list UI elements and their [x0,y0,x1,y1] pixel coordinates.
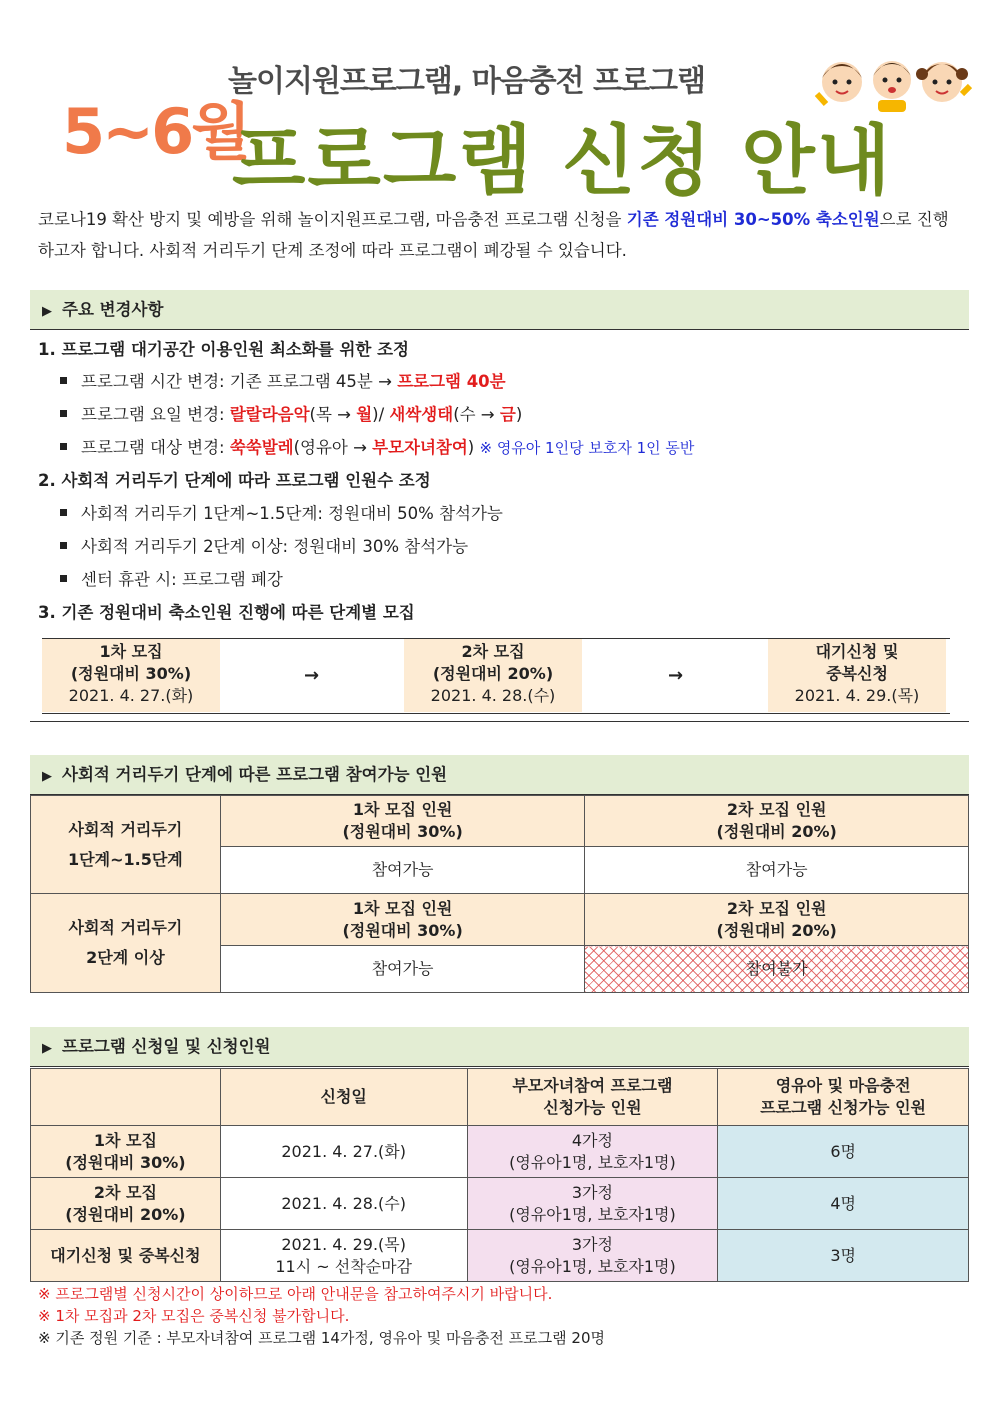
bullet-text: 센터 휴관 시: 프로그램 폐강 [81,570,283,589]
step-date: 2021. 4. 29.(목) [794,686,920,705]
cell-ok: 참여가능 [220,847,585,894]
cell-line: 3가정 [571,1182,613,1202]
heading-3: 3. 기존 정원대비 축소인원 진행에 따른 단계별 모집 [38,603,415,622]
cell-line: (영유아1명, 보호자1명) [509,1152,676,1172]
bullet-highlight: 프로그램 40분 [397,372,506,391]
bullet-day-change [60,401,522,425]
cell-ok: 참여가능 [585,847,969,894]
table-row [31,1178,969,1230]
bullet-text: 프로그램 대상 변경: [81,438,230,457]
row-label [31,1178,221,1230]
square-bullet-icon [60,377,67,384]
cell-line: 2021. 4. 29.(목) [281,1234,406,1254]
bullet-text: 사회적 거리두기 1단계~1.5단계: 정원대비 50% 참석가능 [81,504,503,523]
square-bullet-icon [60,575,67,582]
bullet-text: (목 → [309,405,357,424]
bullet-text: )/ [372,405,390,424]
triangle-right-icon: ▶ [42,304,52,319]
heading-1: 1. 프로그램 대기공간 이용인원 최소화를 위한 조정 [38,340,409,359]
table-row [31,1230,969,1282]
header-line: 부모자녀참여 프로그램 [512,1076,673,1095]
step-subtitle: 중복신청 [826,664,888,683]
month-label: 5~6월 [62,95,249,168]
cell-line: (영유아1명, 보호자1명) [509,1204,676,1224]
bullet-text: (수 → [453,405,500,424]
header-line: 1차 모집 인원 [352,898,453,918]
label-line: 1차 모집 [93,1130,157,1150]
cell-kid: 3명 [718,1230,969,1282]
col-header-second [585,796,969,847]
section-title: 프로그램 신청일 및 신청인원 [62,1037,271,1056]
header-line: 2차 모집 인원 [726,800,827,819]
cell-parent [467,1178,718,1230]
cell-line: 4가정 [571,1130,613,1150]
label-line: 2단계 이상 [86,948,165,967]
children-illustration-icon [812,44,972,114]
label-line: 2차 모집 [93,1182,157,1202]
row-label-stage-2 [31,894,221,993]
triangle-right-icon: ▶ [42,769,52,784]
header-line: 프로그램 신청가능 인원 [760,1098,926,1117]
cell-date [220,1230,467,1282]
label-line: 사회적 거리두기 [68,918,183,937]
cell-line: 3가정 [571,1234,613,1254]
divider [30,721,969,722]
step-subtitle: (정원대비 30%) [70,664,192,683]
intro-paragraph [38,204,962,266]
step-waitlist [768,639,946,712]
bullet-stage-2 [60,533,468,557]
bullet-text: 프로그램 요일 변경: [81,405,230,424]
step-title: 1차 모집 [99,642,163,661]
header-line: 1차 모집 인원 [352,800,453,819]
step-subtitle: (정원대비 20%) [432,664,554,683]
row-label: 대기신청 및 중복신청 [31,1230,221,1282]
footnote-2: ※ 1차 모집과 2차 모집은 중복신청 불가합니다. [38,1307,350,1325]
col-header-first [220,796,585,847]
intro-text-1: 코로나19 확산 방지 및 예방을 위해 놀이지원프로그램, 마음충전 프로그램 신청을 [38,210,627,229]
table-row [31,1126,969,1178]
subtitle: 놀이지원프로그램, 마음충전 프로그램 [228,64,705,99]
header-line: (정원대비 20%) [716,822,837,841]
header-line: 영유아 및 마음충전 [775,1076,911,1095]
col-header-second [585,894,969,946]
header-line: 2차 모집 인원 [726,898,827,918]
section-title: 주요 변경사항 [62,300,164,319]
footnote-1: ※ 프로그램별 신청시간이 상이하므로 아래 안내문을 참고하여주시기 바랍니다. [38,1285,553,1303]
bullet-highlight: 쑥쑥발레 [229,438,294,457]
header-line: (정원대비 30%) [342,822,463,841]
footnote-3: ※ 기존 정원 기준 : 부모자녀참여 프로그램 14가정, 영유아 및 마음충전 프로그램 20명 [38,1329,605,1347]
label-line: (정원대비 20%) [65,1204,186,1224]
row-label-stage-1 [31,796,221,894]
cell-ok: 참여가능 [220,946,585,993]
bullet-text: 사회적 거리두기 2단계 이상: 정원대비 30% 참석가능 [81,537,469,556]
page-title: 프로그램 신청 안내 [232,116,893,205]
bullet-text: ) [515,405,523,424]
header-parent [467,1069,718,1126]
step-title: 2차 모집 [461,642,525,661]
header-line: (정원대비 30%) [342,920,463,940]
label-line: 1단계~1.5단계 [68,849,183,869]
section-title: 사회적 거리두기 단계에 따른 프로그램 참여가능 인원 [62,765,448,784]
step-first [42,639,220,712]
cell-line: 11시 ~ 선착순마감 [275,1256,413,1276]
section-head-capacity [30,755,969,795]
header [0,0,992,205]
row-label [31,1126,221,1178]
square-bullet-icon [60,542,67,549]
step-second [404,639,582,712]
bullet-text: ) [467,438,480,457]
recruitment-steps [42,638,950,714]
bullet-closure [60,566,283,590]
header-empty [31,1069,221,1126]
bullet-stage-1 [60,500,503,524]
cell-parent [467,1230,718,1282]
bullet-highlight: 부모자녀참여 [372,438,468,457]
arrow-right-icon: → [304,665,320,686]
cell-date: 2021. 4. 28.(수) [220,1178,467,1230]
header-kid [718,1069,969,1126]
square-bullet-icon [60,509,67,516]
bullet-highlight: 금 [499,405,516,424]
application-table [30,1068,969,1282]
label-line: 사회적 거리두기 [68,819,183,839]
bullet-target-change [60,434,694,458]
capacity-table [30,795,969,993]
square-bullet-icon [60,410,67,417]
triangle-right-icon: ▶ [42,1041,52,1056]
bullet-text: (영유아 → [293,438,373,457]
step-date: 2021. 4. 27.(화) [68,686,194,705]
bullet-highlight: 새싹생태 [389,405,454,424]
cell-kid: 4명 [718,1178,969,1230]
col-header-first [220,894,585,946]
header-line: 신청가능 인원 [543,1098,642,1117]
bullet-text: 프로그램 시간 변경: 기존 프로그램 45분 → [81,372,398,391]
cell-kid: 6명 [718,1126,969,1178]
header-date: 신청일 [220,1069,467,1126]
cell-parent [467,1126,718,1178]
label-line: (정원대비 30%) [65,1152,186,1172]
intro-highlight: 기존 정원대비 30~50% 축소인원 [626,210,880,229]
section-head-changes [30,290,969,330]
bullet-note: ※ 영유아 1인당 보호자 1인 동반 [479,439,695,457]
heading-2: 2. 사회적 거리두기 단계에 따라 프로그램 인원수 조정 [38,471,431,490]
cell-date: 2021. 4. 27.(화) [220,1126,467,1178]
square-bullet-icon [60,443,67,450]
cell-line: (영유아1명, 보호자1명) [509,1256,676,1276]
step-date: 2021. 4. 28.(수) [430,686,556,705]
section-head-application [30,1027,969,1067]
bullet-highlight: 월 [356,405,373,424]
header-line: (정원대비 20%) [716,920,837,940]
intro-text-2: 으로 진행하고자 합니다. 사회적 거리두기 단계 조정에 따라 프로그램이 폐강될 수 있습니다. [38,210,949,260]
step-title: 대기신청 및 [815,642,899,661]
arrow-right-icon: → [668,665,684,686]
bullet-highlight: 랄랄라음악 [229,405,310,424]
cell-not-allowed: 참여불가 [585,946,969,993]
bullet-time-change [60,368,506,392]
